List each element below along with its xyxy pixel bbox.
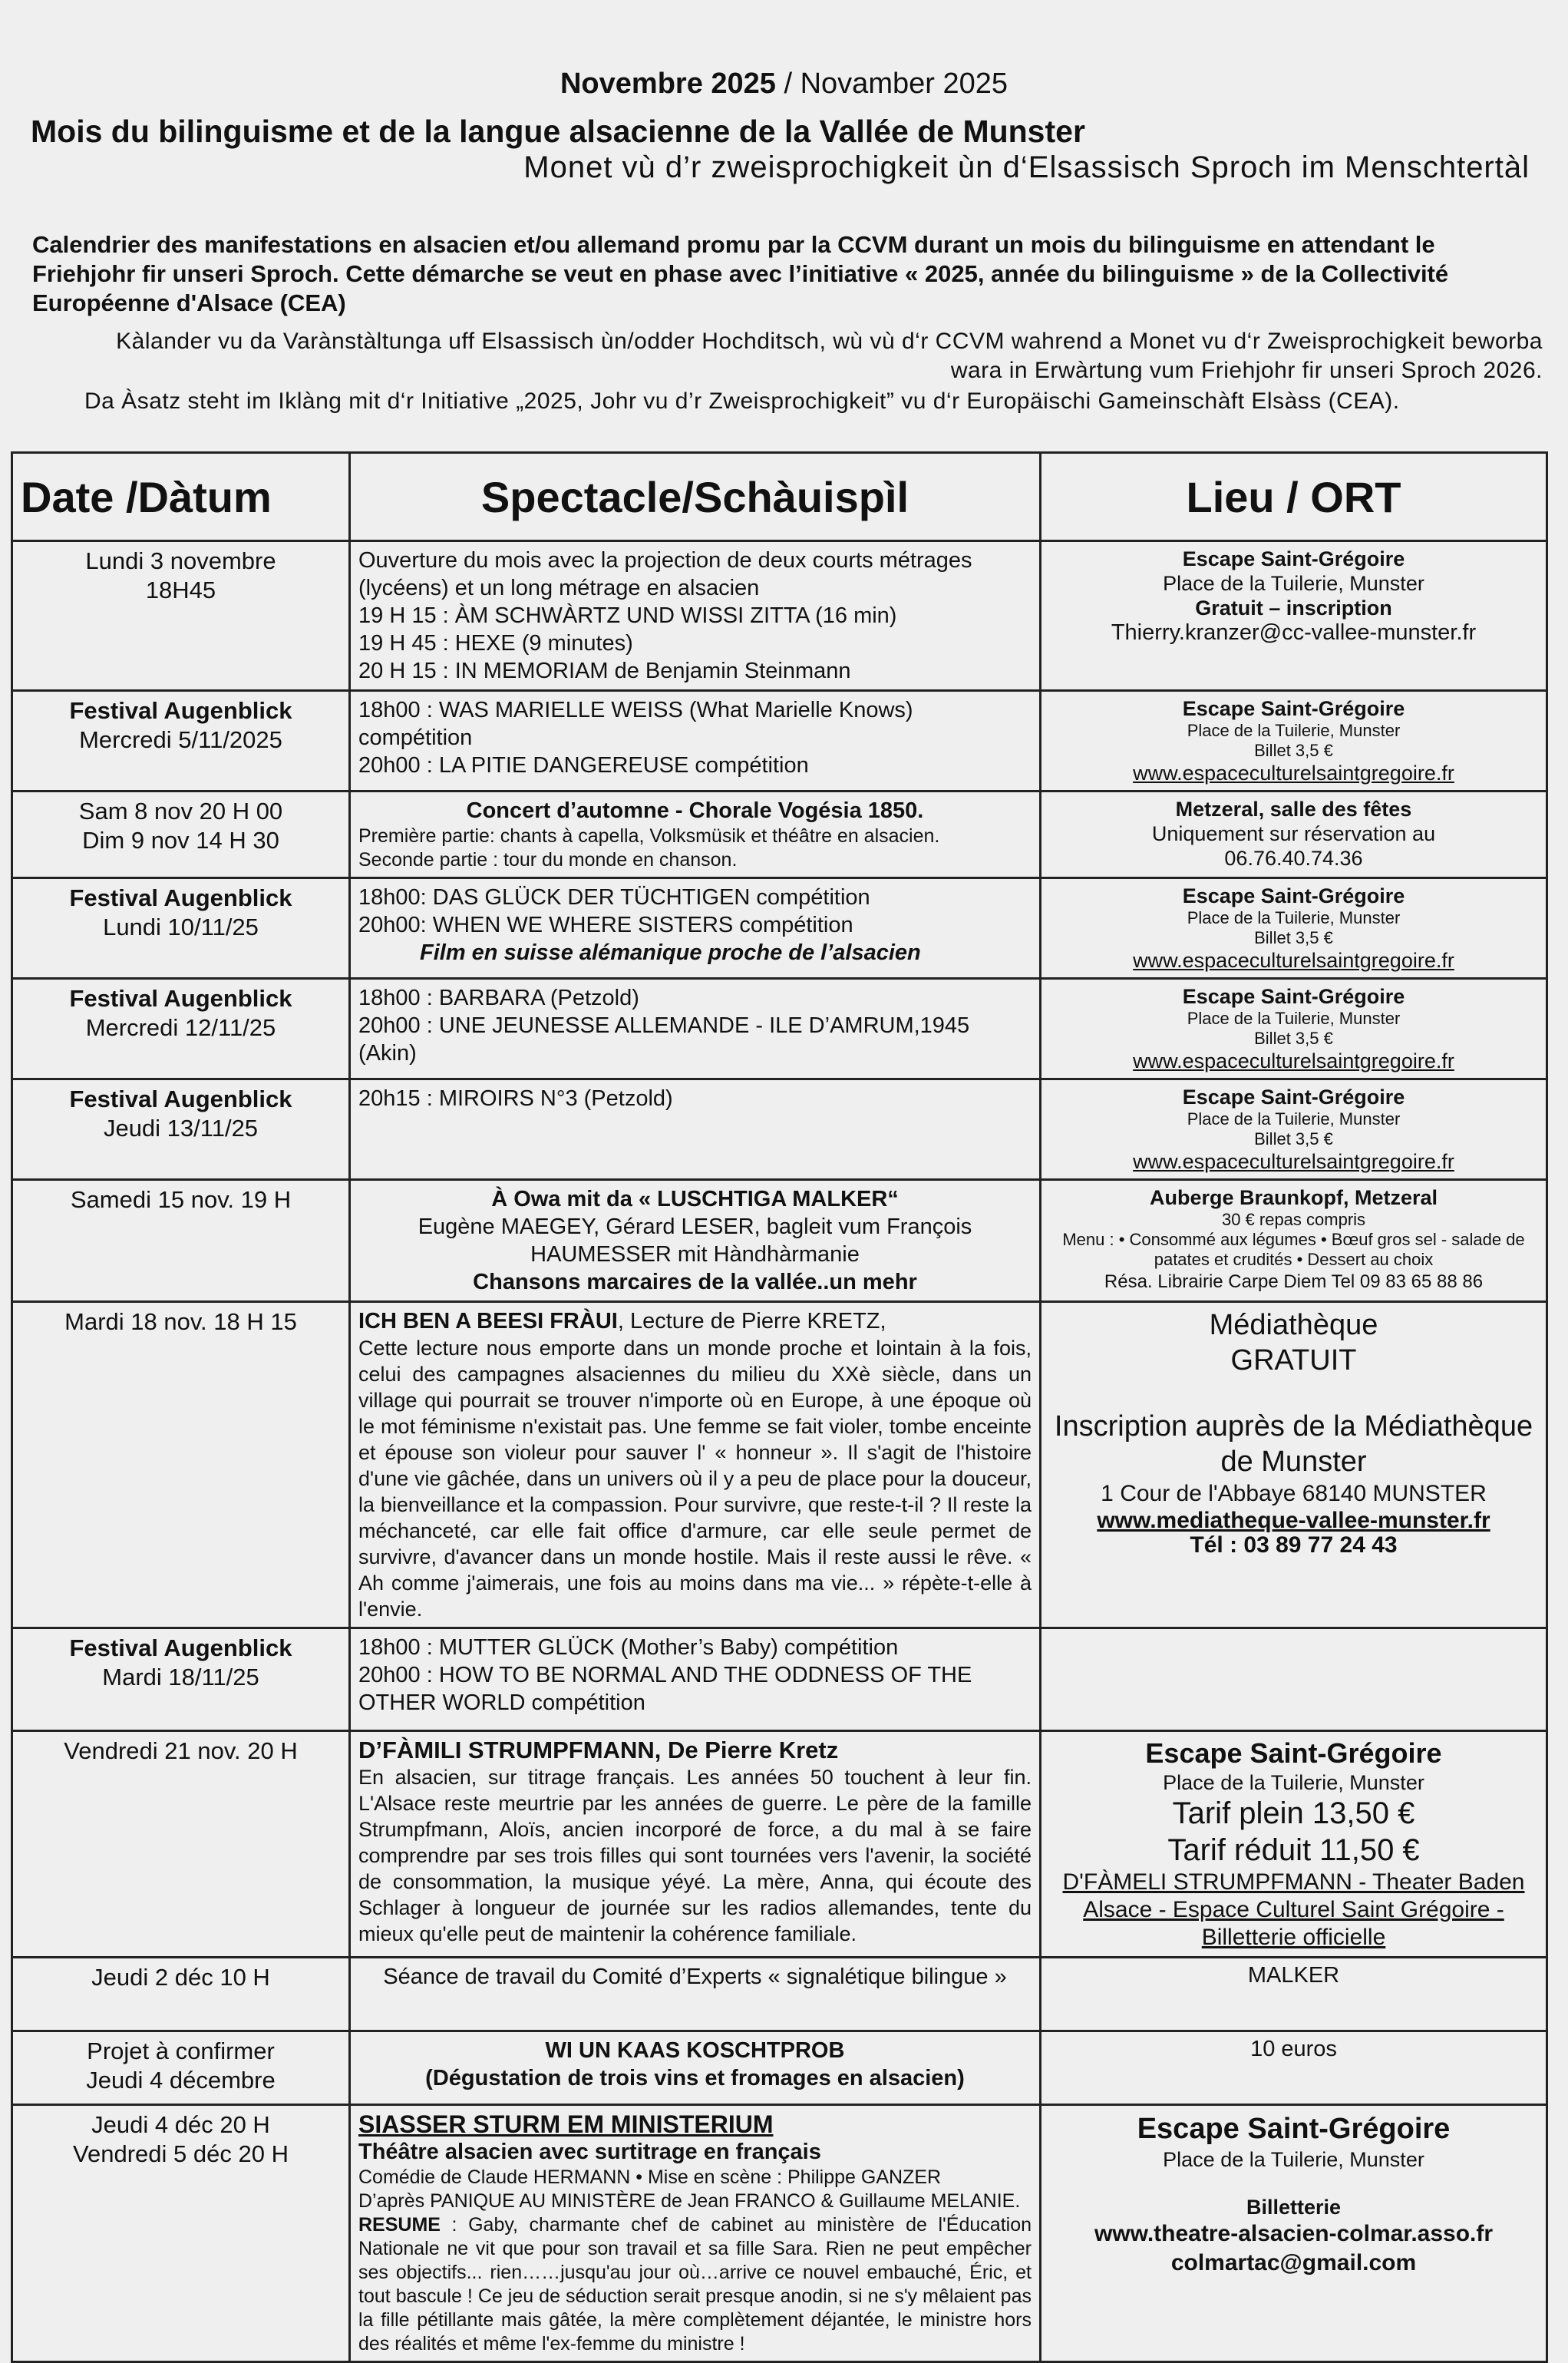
col-header-place: Lieu / ORT [1041, 453, 1547, 541]
place-cell: Escape Saint-Grégoire Place de la Tuilerie, Munster Billet 3,5 € www.espaceculturelsaintgregoire.fr [1041, 1079, 1547, 1180]
intro-als-1: Kàlander vu da Varànstàltunga uff Elsassisch ùn/odder Hochditsch, wù vù d‘r CCVM wahrend a Monet vu d‘r Zweisprochigkeit beworba wara in Erwàrtung vum Friehjohr fir unseri Sproch 2026. [116, 329, 1543, 383]
table-row [12, 691, 1547, 792]
email-link[interactable]: colmartac@gmail.com [1170, 2250, 1417, 2275]
month-title: Novembre 2025 / Novamber 2025 [560, 68, 1008, 100]
place-cell [1041, 1628, 1547, 1731]
show-cell: 18h00: DAS GLÜCK DER TÜCHTIGEN compétition 20h00: WHEN WE WHERE SISTERS compétition Film en suisse alémanique proche de l’alsacien [350, 878, 1041, 979]
place-cell: Auberge Braunkopf, Metzeral 30 € repas compris Menu : • Consommé aux légumes • Bœuf gros sel - salade de patates et crudités • Dessert au choix Résa. Librairie Carpe Diem Tel 09 83 65 88 86 [1041, 1180, 1547, 1302]
website-link[interactable]: www.espaceculturelsaintgregoire.fr [1133, 762, 1454, 785]
show-cell: 18h00 : MUTTER GLÜCK (Mother’s Baby) compétition 20h00 : HOW TO BE NORMAL AND THE ODDNESS OF THE OTHER WORLD compétition [350, 1628, 1041, 1731]
place-cell: Escape Saint-Grégoire Place de la Tuilerie, Munster Billet 3,5 € www.espaceculturelsaintgregoire.fr [1041, 878, 1547, 979]
date-cell: Projet à confirmer Jeudi 4 décembre [12, 2031, 350, 2105]
table-row [12, 1628, 1547, 1731]
table-row [12, 1180, 1547, 1302]
date-cell: Lundi 3 novembre 18H45 [12, 541, 350, 691]
ticket-link[interactable]: D'FÀMELI STRUMPFMANN - Theater Baden Alsace - Espace Culturel Saint Grégoire - Billetterie officielle [1062, 1869, 1525, 1950]
place-cell: Escape Saint-Grégoire Place de la Tuilerie, Munster Billet 3,5 € www.espaceculturelsaintgregoire.fr [1041, 691, 1547, 792]
calendar-table [11, 451, 1548, 2363]
date-cell: Festival Augenblick Mercredi 12/11/25 [12, 979, 350, 1079]
place-cell: 10 euros [1041, 2031, 1547, 2105]
website-link[interactable]: www.espaceculturelsaintgregoire.fr [1133, 949, 1454, 972]
place-cell: Escape Saint-Grégoire Place de la Tuilerie, Munster Gratuit – inscription Thierry.kranzer@cc-vallee-munster.fr [1041, 541, 1547, 691]
table-row [12, 979, 1547, 1079]
table-row [12, 792, 1547, 878]
intro-fr: Calendrier des manifestations en alsacien et/ou allemand promu par la CCVM durant un mois du bilinguisme en attendant le Friehjohr fir unseri Sproch. Cette démarche se veut en phase avec l’initiative « 2025, année du bilinguisme » de la Collectivité Européenne d'Alsace (CEA) [32, 231, 1449, 316]
website-link[interactable]: www.espaceculturelsaintgregoire.fr [1133, 1150, 1454, 1173]
title-fr: Mois du bilinguisme et de la langue alsacienne de la Vallée de Munster [31, 114, 1085, 149]
show-cell: ICH BEN A BEESI FRÀUI, Lecture de Pierre KRETZ, Cette lecture nous emporte dans un monde proche et lointain à la fois, celui des campagnes alsaciennes du milieu du XXè siècle, dans un village qui pourrait se trouver n'importe où en Europe, à une époque où le mot féminisme n'existait pas. Une femme se fait violer, tombe enceinte et épouse son violeur pour sauver l' « honneur ». Il s'agit de l'histoire d'une vie gâchée, dans un univers où il y a peu de place pour la douceur, la bienveillance et la compassion. Pour survivre, que reste-t-il ? Il reste la méchanceté, car elle fait office d'armure, car elle seule permet de survivre, d'avancer dans un monde hostile. Mais il reste aussi le rêve. « Ah comme j'aimerais, une fois au moins dans ma vie... » répète-t-elle à l'envie. [350, 1302, 1041, 1628]
table-row [12, 1958, 1547, 2031]
place-cell: Metzeral, salle des fêtes Uniquement sur réservation au 06.76.40.74.36 [1041, 792, 1547, 878]
date-cell: Jeudi 2 déc 10 H [12, 1958, 350, 2031]
table-row [12, 1731, 1547, 1958]
col-header-show: Spectacle/Schàuispìl [350, 453, 1041, 541]
show-cell: À Owa mit da « LUSCHTIGA MALKER“ Eugène MAEGEY, Gérard LESER, bagleit vum François HAUMESSER mit Hàndhàrmanie Chansons marcaires de la vallée..un mehr [350, 1180, 1041, 1302]
table-row [12, 2031, 1547, 2105]
table-row [12, 541, 1547, 691]
show-cell: 18h00 : WAS MARIELLE WEISS (What Marielle Knows) compétition 20h00 : LA PITIE DANGEREUSE compétition [350, 691, 1041, 792]
show-cell: Ouverture du mois avec la projection de deux courts métrages (lycéens) et un long métrage en alsacien 19 H 15 : ÀM SCHWÀRTZ UND WISSI ZITTA (16 min) 19 H 45 : HEXE (9 minutes) 20 H 15 : IN MEMORIAM de Benjamin Steinmann [350, 541, 1041, 691]
place-cell: Escape Saint-Grégoire Place de la Tuilerie, Munster Billet 3,5 € www.espaceculturelsaintgregoire.fr [1041, 979, 1547, 1079]
show-cell: 20h15 : MIROIRS N°3 (Petzold) [350, 1079, 1041, 1180]
show-cell: Concert d’automne - Chorale Vogésia 1850. Première partie: chants à capella, Volksmüsik et théâtre en alsacien. Seconde partie : tour du monde en chanson. [350, 792, 1041, 878]
col-header-date: Date /Dàtum [12, 453, 350, 541]
place-cell: Escape Saint-Grégoire Place de la Tuilerie, Munster Billetterie www.theatre-alsacien-colmar.asso.fr colmartac@gmail.com [1041, 2105, 1547, 2362]
table-row [12, 1079, 1547, 1180]
title-als: Monet vù d’r zweisprochigkeit ùn d‘Elsassisch Sproch im Menschtertàl [523, 150, 1530, 184]
date-cell: Vendredi 21 nov. 20 H [12, 1731, 350, 1958]
date-cell: Festival Augenblick Jeudi 13/11/25 [12, 1079, 350, 1180]
table-header-row [12, 453, 1547, 541]
intro-als-2: Da Àsatz steht im Iklàng mit d‘r Initiative „2025, Johr vu d’r Zweisprochigkeit” vu d‘r Europäischi Gameinschàft Elsàss (CEA). [84, 388, 1400, 414]
date-cell: Festival Augenblick Mercredi 5/11/2025 [12, 691, 350, 792]
date-cell: Festival Augenblick Lundi 10/11/25 [12, 878, 350, 979]
place-cell: Escape Saint-Grégoire Place de la Tuilerie, Munster Tarif plein 13,50 € Tarif réduit 11,50 € D'FÀMELI STRUMPFMANN - Theater Baden Alsace - Espace Culturel Saint Grégoire - Billetterie officielle [1041, 1731, 1547, 1958]
date-cell: Jeudi 4 déc 20 H Vendredi 5 déc 20 H [12, 2105, 350, 2362]
show-cell: D’FÀMILI STRUMPFMANN, De Pierre Kretz En alsacien, sur titrage français. Les années 50 touchent à leur fin. L'Alsace reste meurtrie par les années de guerre. Le père de la famille Strumpfmann, Aloïs, ancien incorporé de force, a du mal à se faire comprendre par ses trois filles qui sont tournées vers l'avenir, la société de consommation, la musique yéyé. La mère, Anna, qui écoute des Schlager à longueur de journée sur les radios allemandes, tente du mieux qu'elle peut de maintenir la cohérence familiale. [350, 1731, 1041, 1958]
website-link[interactable]: www.mediatheque-vallee-munster.fr [1097, 1508, 1490, 1533]
show-cell: WI UN KAAS KOSCHTPROB (Dégustation de trois vins et fromages en alsacien) [350, 2031, 1041, 2105]
table-row [12, 878, 1547, 979]
table-row [12, 1302, 1547, 1628]
website-link[interactable]: www.theatre-alsacien-colmar.asso.fr [1094, 2221, 1494, 2246]
show-cell: Séance de travail du Comité d’Experts « signalétique bilingue » [350, 1958, 1041, 2031]
date-cell: Samedi 15 nov. 19 H [12, 1180, 350, 1302]
date-cell: Sam 8 nov 20 H 00 Dim 9 nov 14 H 30 [12, 792, 350, 878]
place-cell: Médiathèque GRATUIT Inscription auprès de la Médiathèque de Munster 1 Cour de l'Abbaye 68140 MUNSTER www.mediatheque-vallee-munster.fr Tél : 03 89 77 24 43 [1041, 1302, 1547, 1628]
show-cell: 18h00 : BARBARA (Petzold) 20h00 : UNE JEUNESSE ALLEMANDE - ILE D’AMRUM,1945 (Akin) [350, 979, 1041, 1079]
show-cell: SIASSER STURM EM MINISTERIUM Théâtre alsacien avec surtitrage en français Comédie de Claude HERMANN • Mise en scène : Philippe GANZER D’après PANIQUE AU MINISTÈRE de Jean FRANCO & Guillaume MELANIE. RESUME : Gaby, charmante chef de cabinet au ministère de l'Éducation Nationale ne vit que pour son travail et sa fille Sara. Rien ne peut empêcher ses objectifs... rien……jusqu'au jour où…arrive ce nouvel embauché, Éric, et tout bascule ! Ce jeu de séduction serait presque anodin, si ne s'y mêlaient pas la fille pétillante mais gâtée, la mère complètement déjantée, le ministre hors des réalités et même l'ex-femme du ministre ! [350, 2105, 1041, 2362]
email-link[interactable]: Thierry.kranzer@cc-vallee-munster.fr [1111, 620, 1477, 645]
date-cell: Festival Augenblick Mardi 18/11/25 [12, 1628, 350, 1731]
website-link[interactable]: www.espaceculturelsaintgregoire.fr [1133, 1049, 1454, 1072]
table-row [12, 2105, 1547, 2362]
date-cell: Mardi 18 nov. 18 H 15 [12, 1302, 350, 1628]
place-cell: MALKER [1041, 1958, 1547, 2031]
